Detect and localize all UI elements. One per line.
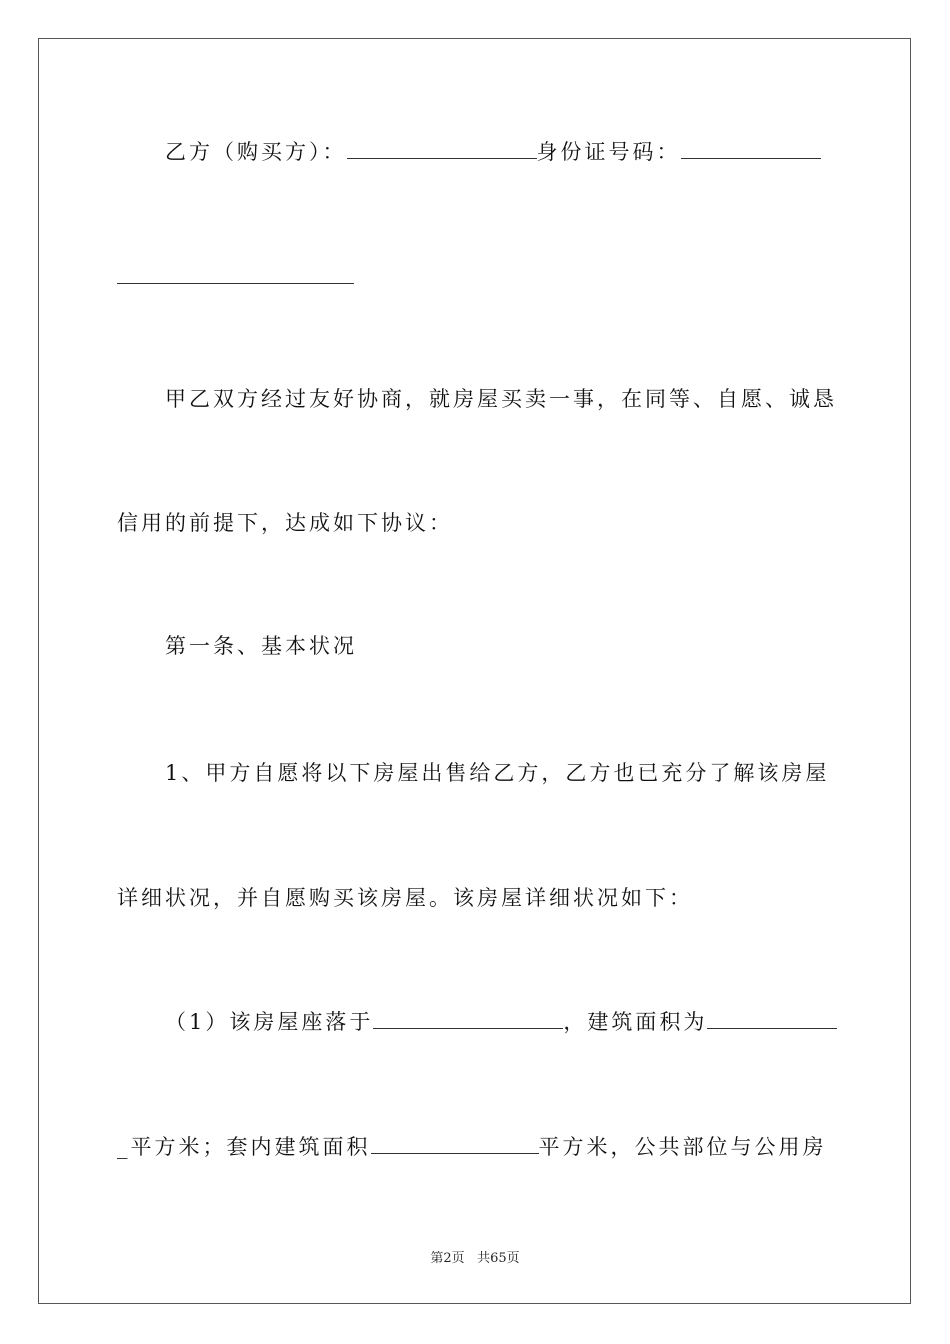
public-area-label: 平方米，公共部位与公用房 [538, 1135, 827, 1159]
location-blank[interactable] [373, 1008, 563, 1029]
buyer-label: 乙方（购买方）： [165, 140, 347, 164]
page-total: 共65页 [477, 1251, 520, 1266]
id-number-continuation [117, 262, 837, 292]
id-number-blank[interactable] [681, 138, 821, 159]
building-area-label: ，建筑面积为 [563, 1010, 708, 1034]
article-one-heading: 第一条、基本状况 [165, 634, 357, 658]
building-area-blank[interactable] [707, 1008, 837, 1029]
paragraph-intro-line-2: 信用的前提下，达成如下协议： [117, 511, 453, 535]
buyer-line [165, 137, 837, 167]
id-number-label: 身份证号码： [536, 140, 681, 164]
page-border [38, 38, 911, 1304]
page-number: 第2页 [430, 1251, 465, 1266]
clause-1-1-line-1 [165, 1007, 837, 1037]
buyer-name-blank[interactable] [347, 138, 537, 159]
clause-1-line-1: 1、甲方自愿将以下房屋出售给乙方，乙方也已充分了解该房屋 [165, 761, 830, 785]
inner-area-blank[interactable] [371, 1133, 539, 1154]
page-footer [0, 1247, 950, 1266]
clause-1-1-line-2 [117, 1132, 837, 1162]
paragraph-intro-line-1: 甲乙双方经过友好协商，就房屋买卖一事，在同等、自愿、诚恳 [165, 387, 837, 411]
id-number-blank-continued[interactable] [117, 263, 354, 284]
clause-1-line-2: 详细状况，并自愿购买该房屋。该房屋详细状况如下： [117, 886, 693, 910]
location-label: （1）该房屋座落于 [165, 1010, 374, 1034]
inner-area-label: _平方米；套内建筑面积 [117, 1135, 371, 1159]
